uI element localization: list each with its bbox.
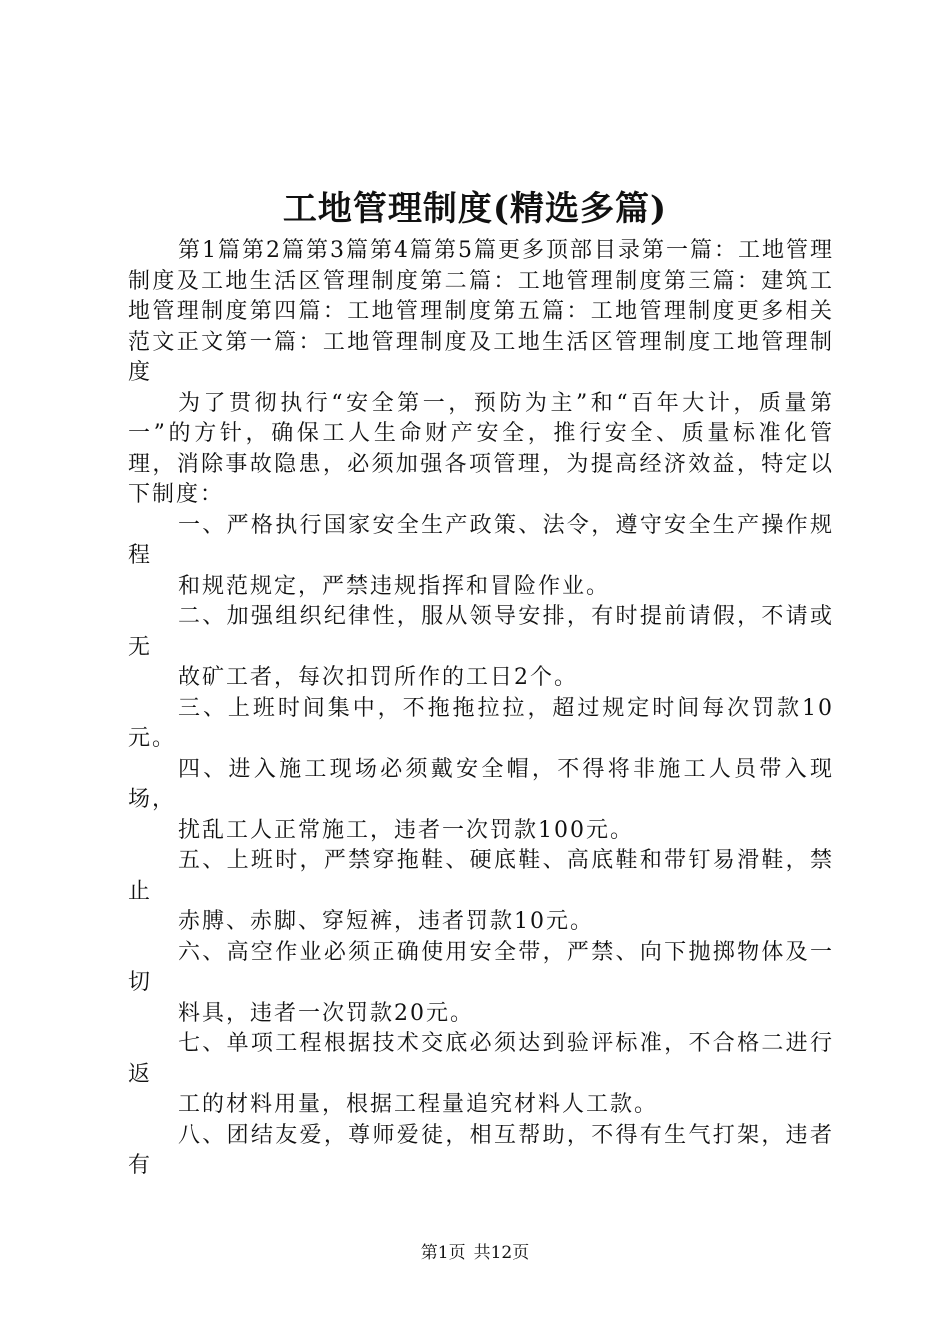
- paragraph-rule-7-cont: 工的材料用量，根据工程量追究材料人工款。: [178, 1092, 659, 1117]
- paragraph-rule-8: 八、团结友爱，尊师爱徒，相互帮助，不得有生气打架，违者有: [128, 1122, 834, 1178]
- paragraph-rule-6: 六、高空作业必须正确使用安全带，严禁、向下抛掷物体及一切: [128, 939, 834, 995]
- paragraph-toc: 第1篇第2篇第3篇第4篇第5篇更多顶部目录第一篇：工地管理制度及工地生活区管理制度第二篇：工地管理制度第三篇：建筑工地管理制度第四篇：工地管理制度第五篇：工地管理制度更多相关范文正文第一篇：工地管理制度及工地生活区管理制度工地管理制度: [128, 238, 834, 385]
- paragraph-intro: 为了贯彻执行“安全第一，预防为主”和“百年大计，质量第一”的方针，确保工人生命财产安全，推行安全、质量标准化管理，消除事故隐患，必须加强各项管理，为提高经济效益，特定以下制度：: [128, 390, 834, 507]
- paragraph-rule-7: 七、单项工程根据技术交底必须达到验评标准，不合格二进行返: [128, 1031, 834, 1087]
- paragraph-rule-1: 一、严格执行国家安全生产政策、法令，遵守安全生产操作规程: [128, 512, 834, 568]
- page-number-current: 第1页: [420, 1243, 466, 1263]
- paragraph-rule-5: 五、上班时，严禁穿拖鞋、硬底鞋、高底鞋和带钉易滑鞋，禁止: [128, 848, 834, 904]
- paragraph-rule-2-cont: 故矿工者，每次扣罚所作的工日2个。: [178, 665, 578, 690]
- paragraph-rule-6-cont: 料具，违者一次罚款20元。: [178, 1000, 474, 1026]
- document-title: 工地管理制度(精选多篇): [282, 189, 668, 229]
- paragraph-rule-4: 四、进入施工现场必须戴安全帽，不得将非施工人员带入现场，: [128, 756, 834, 812]
- document-body: [128, 236, 834, 1182]
- page-number-total: 共12页: [473, 1243, 530, 1263]
- paragraph-rule-4-cont: 扰乱工人正常施工，违者一次罚款100元。: [178, 817, 634, 843]
- paragraph-rule-1-cont: 和规范规定，严禁违规指挥和冒险作业。: [178, 573, 611, 599]
- paragraph-rule-3: 三、上班时间集中，不拖拖拉拉，超过规定时间每次罚款10元。: [128, 695, 834, 751]
- page-footer: [0, 1241, 950, 1265]
- paragraph-rule-5-cont: 赤膊、赤脚、穿短裤，违者罚款10元。: [178, 909, 594, 934]
- paragraph-rule-2: 二、加强组织纪律性，服从领导安排，有时提前请假，不请或无: [128, 604, 834, 660]
